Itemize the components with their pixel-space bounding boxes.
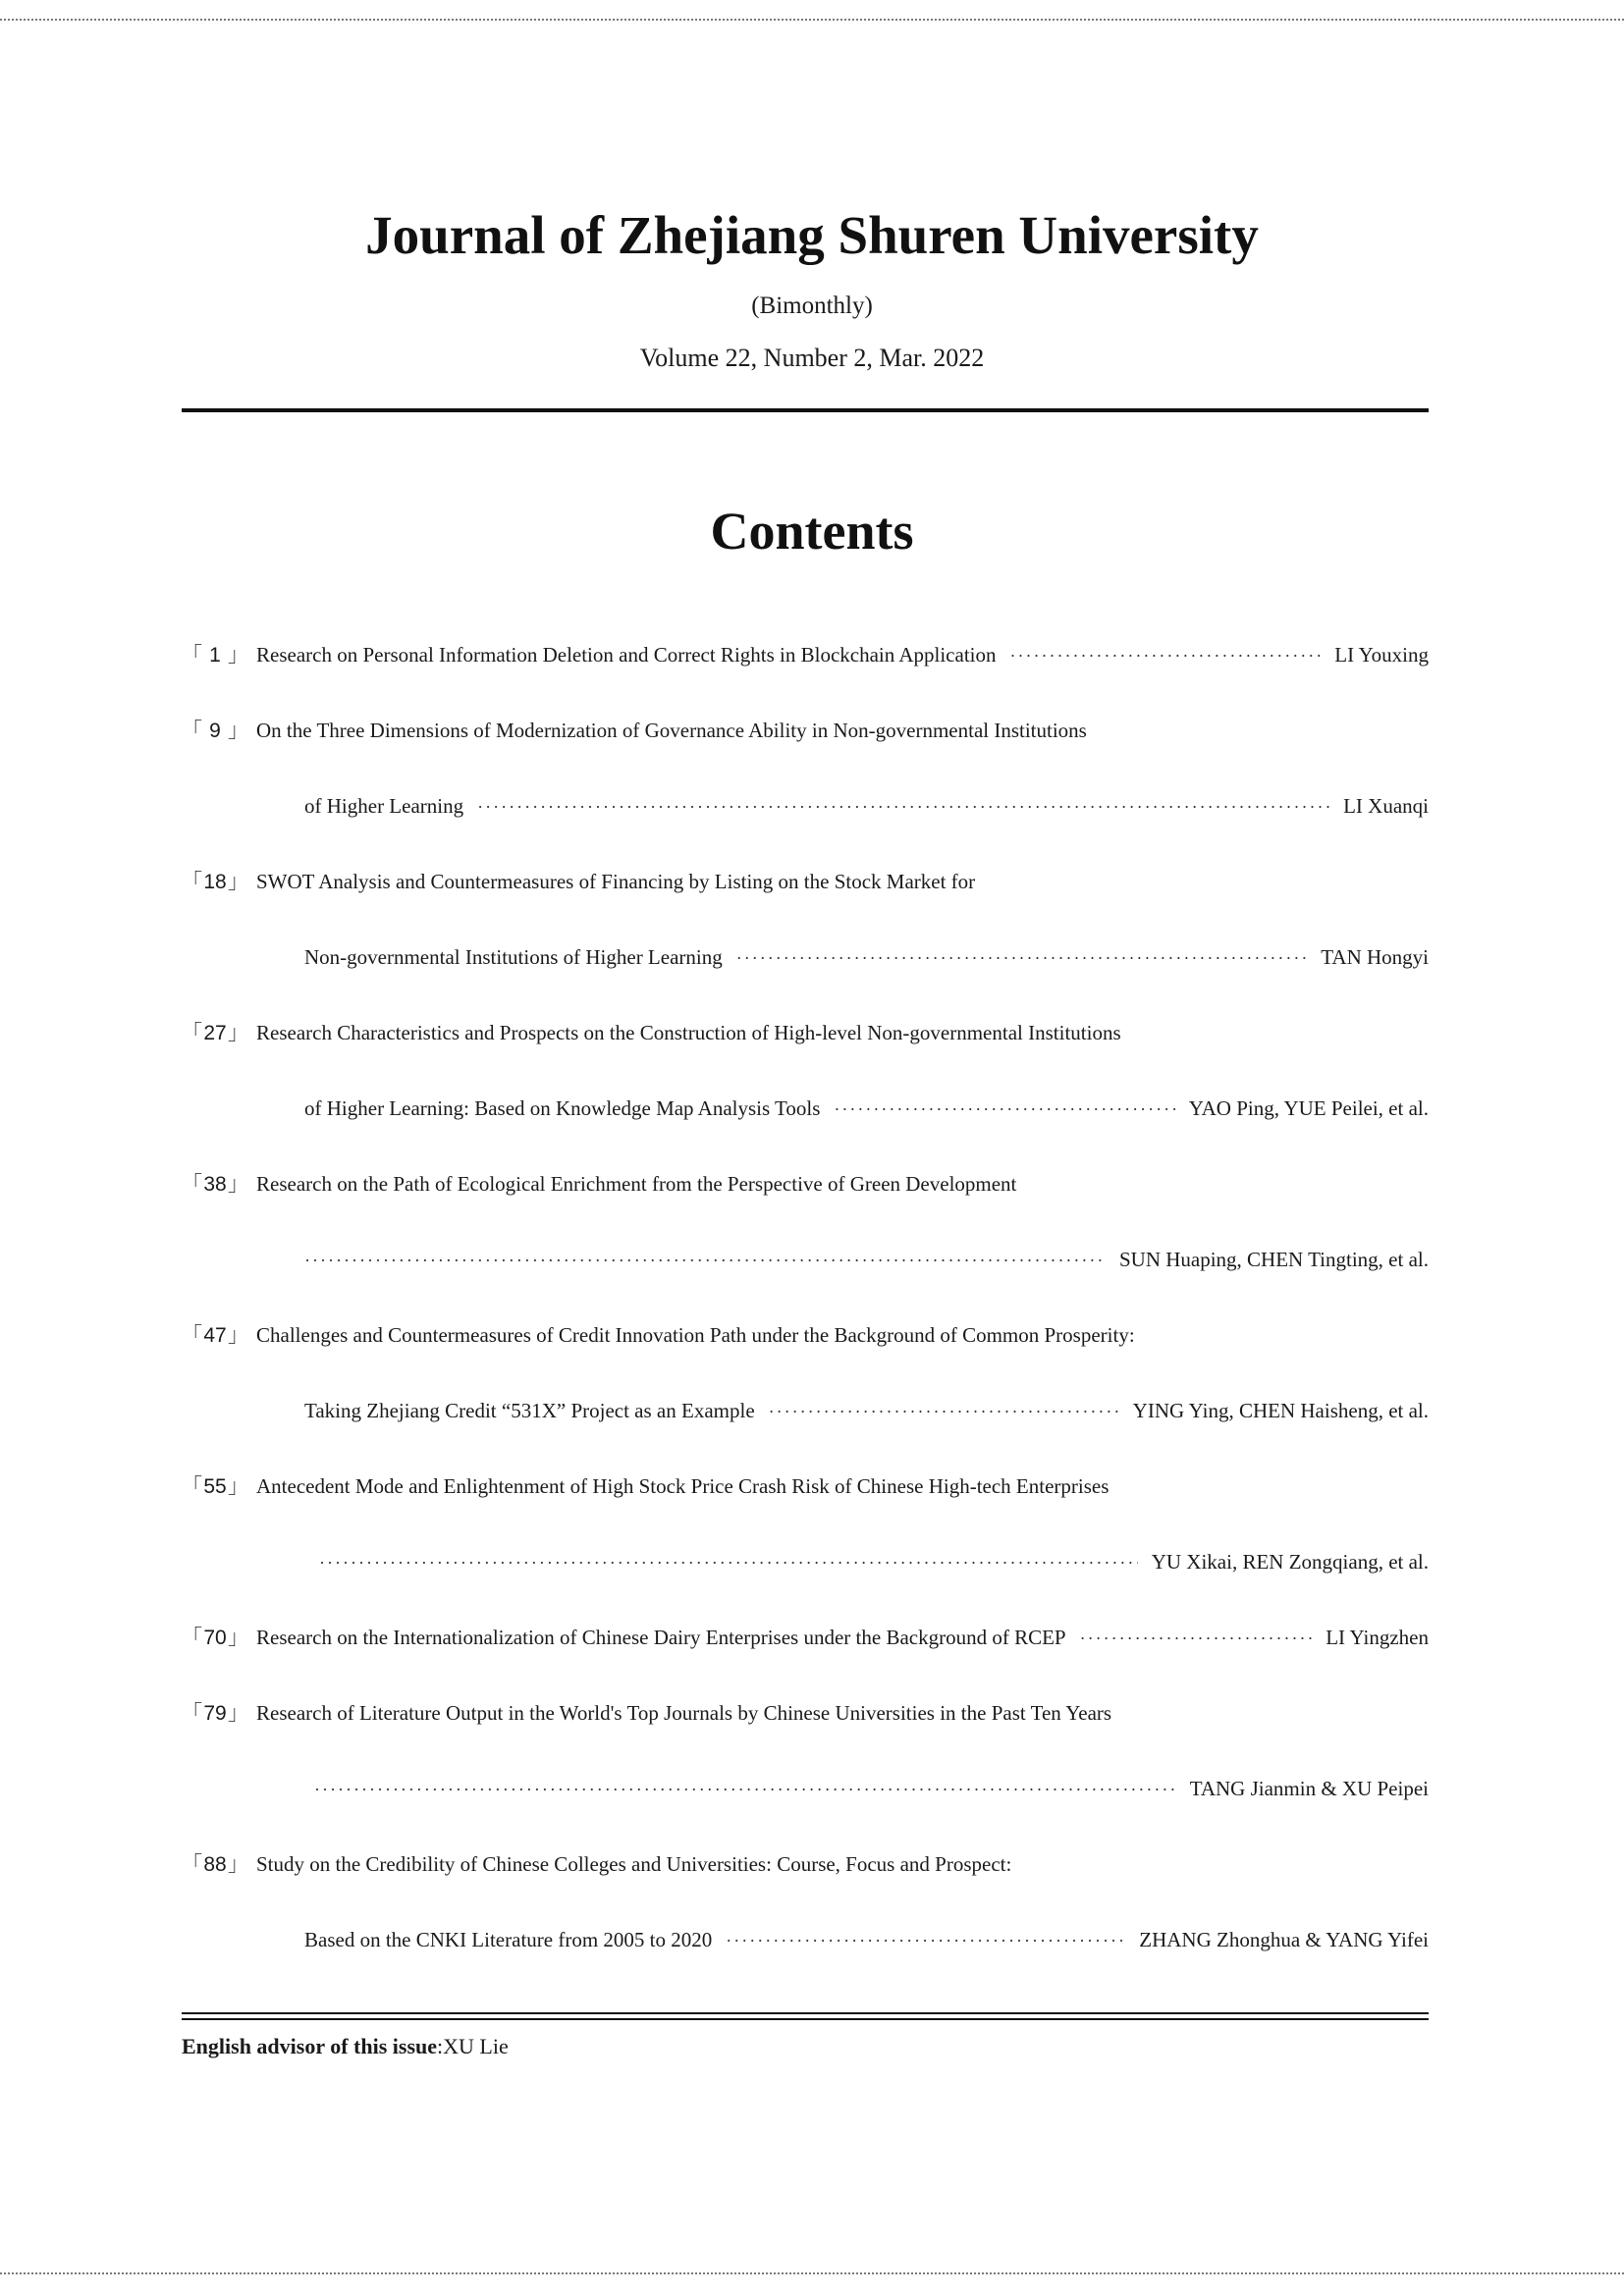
top-dotted-border [0,19,1624,21]
toc-entry-continuation[interactable] [304,1244,1429,1275]
article-title: On the Three Dimensions of Modernization of Governance Ability in Non-governmental Institutions [256,719,1087,742]
journal-frequency: (Bimonthly) [751,293,873,319]
toc-entry-continuation[interactable] [304,1093,1429,1124]
toc-entry-continuation[interactable] [304,1395,1429,1426]
advisor-name: XU Lie [443,2034,509,2058]
bottom-dotted-border [0,2272,1624,2274]
article-authors: TAN Hongyi [1321,945,1429,969]
dot-leader [314,1774,1176,1805]
dot-leader [834,1094,1174,1125]
toc-entry-continuation[interactable] [304,941,1429,973]
dot-leader [477,791,1329,823]
toc-entry-continuation[interactable] [304,1924,1429,1955]
article-title-continued: Non-governmental Institutions of Higher Learning [304,945,723,969]
article-title: Research of Literature Output in the World's Top Journals by Chinese Universities in the Past Ten Years [256,1701,1112,1725]
toc-entry[interactable] [182,1848,1429,1880]
article-title: Research on Personal Information Deletion and Correct Rights in Blockchain Application [256,643,997,667]
advisor-label: English advisor of this issue [182,2034,438,2058]
toc-entry-continuation[interactable] [304,790,1429,822]
toc-entry[interactable] [182,1017,1429,1048]
article-title-continued: of Higher Learning [304,794,464,818]
journal-title: Journal of Zhejiang Shuren University [365,205,1259,265]
page-number: 「88」 [182,1853,248,1876]
toc-entry[interactable] [182,639,1429,670]
article-title: Study on the Credibility of Chinese Colleges and Universities: Course, Focus and Prospect: [256,1852,1012,1876]
dot-leader [1080,1623,1313,1654]
page-number: 「38」 [182,1173,248,1196]
dot-leader [304,1245,1106,1276]
english-advisor-note [182,2034,509,2059]
article-title-continued: Taking Zhejiang Credit “531X” Project as an Example [304,1399,755,1422]
page-number: 「27」 [182,1022,248,1044]
dot-leader [319,1547,1138,1578]
advisor-separator: : [437,2034,444,2058]
page-number: 「55」 [182,1475,248,1498]
article-authors: LI Xuanqi [1343,794,1429,818]
dot-leader [1010,640,1322,671]
article-title: Antecedent Mode and Enlightenment of High Stock Price Crash Risk of Chinese High-tech Enterprises [256,1474,1110,1498]
article-authors: YING Ying, CHEN Haisheng, et al. [1132,1399,1429,1422]
volume-line: Volume 22, Number 2, Mar. 2022 [639,344,985,372]
article-title: Research on the Path of Ecological Enrichment from the Perspective of Green Development [256,1172,1017,1196]
dot-leader [726,1925,1125,1956]
article-authors: YU Xikai, REN Zongqiang, et al. [1151,1550,1429,1574]
page-number: 「47」 [182,1324,248,1347]
footer-divider [182,2012,1429,2020]
toc-entry[interactable] [182,1622,1429,1653]
page-number: 「 9 」 [182,720,248,742]
article-authors: TANG Jianmin & XU Peipei [1189,1777,1429,1800]
toc-entry[interactable] [182,715,1429,746]
header-divider [182,408,1429,412]
page-number: 「18」 [182,871,248,893]
article-title: SWOT Analysis and Countermeasures of Financing by Listing on the Stock Market for [256,870,976,893]
article-title: Research Characteristics and Prospects on the Construction of High-level Non-governmental Institutions [256,1021,1121,1044]
toc-entry[interactable] [182,1470,1429,1502]
toc-entry[interactable] [182,1168,1429,1200]
toc-entry[interactable] [182,1697,1429,1729]
contents-heading: Contents [710,502,914,561]
dot-leader [769,1396,1119,1427]
article-authors: YAO Ping, YUE Peilei, et al. [1188,1096,1429,1120]
article-title-continued: of Higher Learning: Based on Knowledge Map Analysis Tools [304,1096,821,1120]
article-title: Research on the Internationalization of Chinese Dairy Enterprises under the Background of RCEP [256,1626,1066,1649]
toc-entry-continuation[interactable] [319,1546,1429,1577]
article-title-continued: Based on the CNKI Literature from 2005 to 2020 [304,1928,713,1951]
article-authors: SUN Huaping, CHEN Tingting, et al. [1118,1248,1429,1271]
page-number: 「79」 [182,1702,248,1725]
toc-entry-continuation[interactable] [314,1773,1429,1804]
article-authors: LI Yingzhen [1326,1626,1429,1649]
article-title: Challenges and Countermeasures of Credit Innovation Path under the Background of Common Prosperity: [256,1323,1135,1347]
article-authors: ZHANG Zhonghua & YANG Yifei [1139,1928,1429,1951]
dot-leader [736,942,1308,974]
article-authors: LI Youxing [1334,643,1429,667]
page-number: 「 1 」 [182,644,248,667]
page-number: 「70」 [182,1627,248,1649]
toc-entry[interactable] [182,866,1429,897]
toc-entry[interactable] [182,1319,1429,1351]
